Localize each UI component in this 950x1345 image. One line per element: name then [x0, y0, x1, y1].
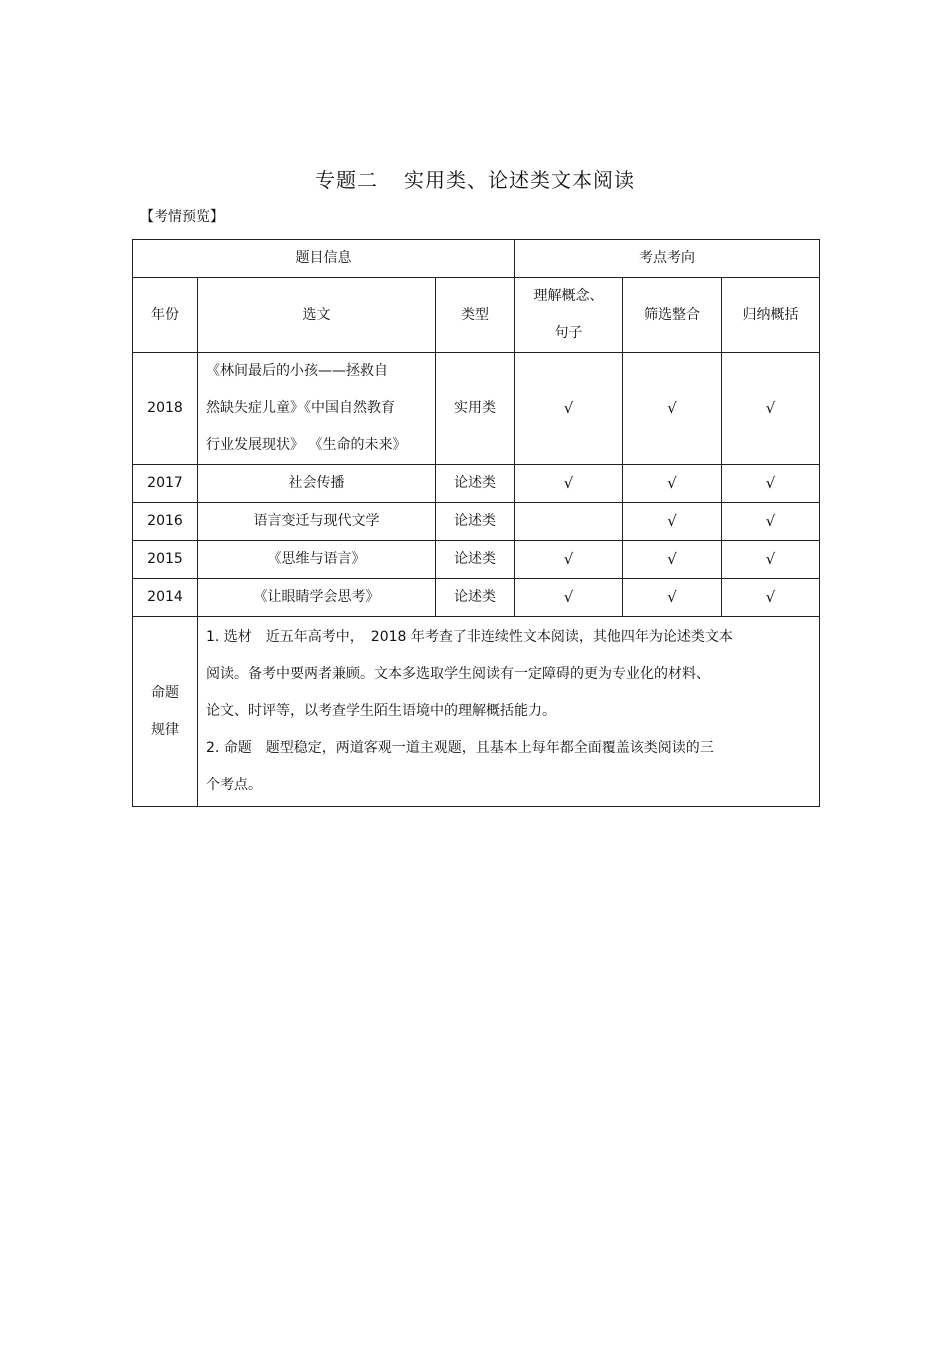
type-cell: 实用类 [436, 353, 515, 465]
column-header-row [133, 278, 820, 353]
title-part-2: 实用类、论述类文本阅读 [404, 168, 635, 192]
summarize-check: √ [722, 353, 820, 465]
rule-line: 个考点。 [206, 777, 262, 793]
header-question-info: 题目信息 [133, 240, 515, 278]
table-row [133, 541, 820, 579]
text-line: 《林间最后的小孩——拯救自 [206, 363, 388, 379]
col-header-understand-line-1: 理解概念、 [533, 288, 604, 304]
rules-row [133, 617, 820, 807]
text-line: 行业发展现状》 《生命的未来》 [206, 437, 407, 453]
text-cell: 社会传播 [198, 465, 436, 503]
understand-check: √ [515, 353, 623, 465]
text-cell [198, 353, 436, 465]
understand-check [515, 503, 623, 541]
year-cell: 2014 [133, 579, 198, 617]
summarize-check: √ [722, 579, 820, 617]
filter-check: √ [623, 465, 722, 503]
understand-check: √ [515, 465, 623, 503]
text-cell: 语言变迁与现代文学 [198, 503, 436, 541]
summarize-check: √ [722, 465, 820, 503]
year-cell: 2016 [133, 503, 198, 541]
year-cell: 2018 [133, 353, 198, 465]
page-title [0, 164, 950, 193]
rule-line: 论文、时评等，以考查学生陌生语境中的理解概括能力。 [206, 703, 556, 719]
summarize-check: √ [722, 503, 820, 541]
table-row [133, 503, 820, 541]
section-label: 【考情预览】 [140, 209, 224, 225]
col-header-understand [515, 278, 623, 353]
rules-label-line-1: 命题 [151, 684, 179, 701]
table-row [133, 465, 820, 503]
col-header-type: 类型 [436, 278, 515, 353]
year-cell: 2015 [133, 541, 198, 579]
text-line: 然缺失症儿童》《中国自然教育 [206, 400, 395, 416]
year-cell: 2017 [133, 465, 198, 503]
summarize-check: √ [722, 541, 820, 579]
col-header-text: 选文 [198, 278, 436, 353]
text-cell: 《让眼睛学会思考》 [198, 579, 436, 617]
rule-line: 阅读。备考中要两者兼顾。文本多选取学生阅读有一定障碍的更为专业化的材料、 [206, 666, 710, 682]
filter-check: √ [623, 579, 722, 617]
rules-label [133, 617, 198, 807]
exam-overview-table [132, 239, 820, 807]
filter-check: √ [623, 503, 722, 541]
table-row [133, 353, 820, 465]
col-header-understand-line-2: 句子 [554, 325, 583, 341]
type-cell: 论述类 [436, 503, 515, 541]
col-header-filter: 筛选整合 [623, 278, 722, 353]
title-part-1: 专题二 [315, 168, 378, 192]
rules-label-line-2: 规律 [151, 721, 179, 738]
group-header-row [133, 240, 820, 278]
understand-check: √ [515, 541, 623, 579]
type-cell: 论述类 [436, 465, 515, 503]
filter-check: √ [623, 353, 722, 465]
rules-content [198, 617, 820, 807]
text-cell: 《思维与语言》 [198, 541, 436, 579]
type-cell: 论述类 [436, 579, 515, 617]
filter-check: √ [623, 541, 722, 579]
type-cell: 论述类 [436, 541, 515, 579]
header-test-points: 考点考向 [515, 240, 820, 278]
rule-line: 1. 选材 近五年高考中， 2018 年考查了非连续性文本阅读，其他四年为论述类文本 [206, 629, 733, 645]
rule-line: 2. 命题 题型稳定，两道客观一道主观题，且基本上每年都全面覆盖该类阅读的三 [206, 740, 714, 756]
table-row [133, 579, 820, 617]
col-header-year: 年份 [133, 278, 198, 353]
understand-check: √ [515, 579, 623, 617]
col-header-summarize: 归纳概括 [722, 278, 820, 353]
